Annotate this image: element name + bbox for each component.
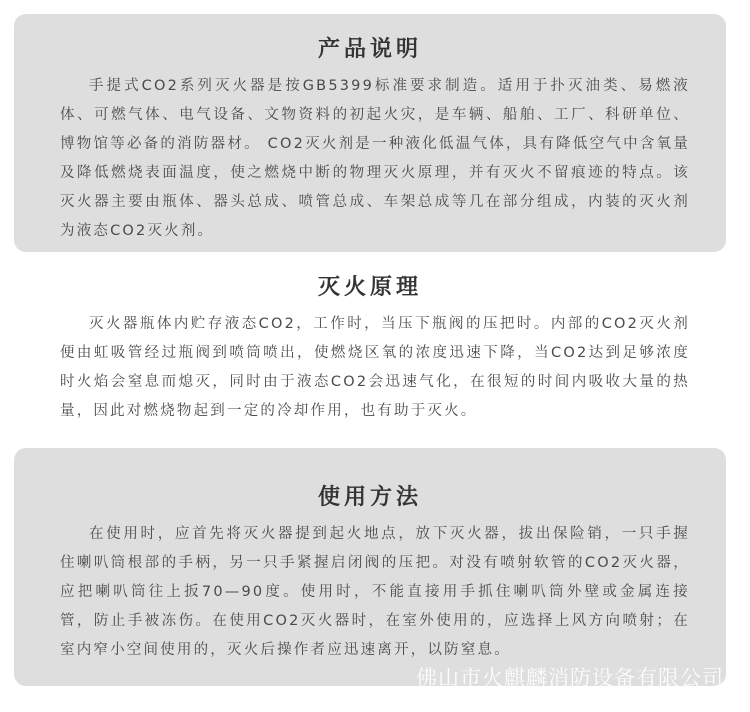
product-description-text: 手提式CO2系列灭火器是按GB5399标准要求制造。适用于扑灭油类、易燃液体、可燃气体、电气设备、文物资料的初起火灾，是车辆、船舶、工厂、科研单位、博物馆等必备的消防器材。 CO2灭火剂是一种液化低温气体，具有降低空气中含氧量及降低燃烧表面温度，使之燃烧中断的物理灭火原理，并有灭火不留痕迹的特点。该灭火器主要由瓶体、器头总成、喷管总成、车架总成等几在部分组成，内装的灭火剂为液态CO2灭火剂。 [60,78,690,239]
usage-method-text: 在使用时，应首先将灭火器提到起火地点，放下灭火器，拔出保险销，一只手握住喇叭筒根部的手柄，另一只手紧握启闭阀的压把。对没有喷射软管的CO2灭火器，应把喇叭筒往上扳70—90度。使用时，不能直接用手抓住喇叭筒外壁或金属连接管，防止手被冻伤。在使用CO2灭火器时，在室外使用的，应选择上风方向喷射；在室内窄小空间使用的，灭火后操作者应迅速离开，以防窒息。 [60,526,690,658]
product-description-panel [14,14,726,252]
extinguishing-principle-panel [14,258,726,434]
usage-method-panel [14,448,726,686]
section-title-extinguishing-principle: 灭火原理 [317,275,422,300]
company-watermark: 佛山市火麒麟消防设备有限公司 [416,666,724,690]
section-title-usage-method: 使用方法 [317,485,422,510]
extinguishing-principle-text: 灭火器瓶体内贮存液态CO2，工作时，当压下瓶阀的压把时。内部的CO2灭火剂便由虹吸管经过瓶阀到喷筒喷出，使燃烧区氧的浓度迅速下降，当CO2达到足够浓度时火焰会窒息而熄灭，同时由于液态CO2会迅速气化，在很短的时间内吸收大量的热量，因此对燃烧物起到一定的冷却作用，也有助于灭火。 [60,316,690,419]
section-title-product-description: 产品说明 [317,37,422,62]
